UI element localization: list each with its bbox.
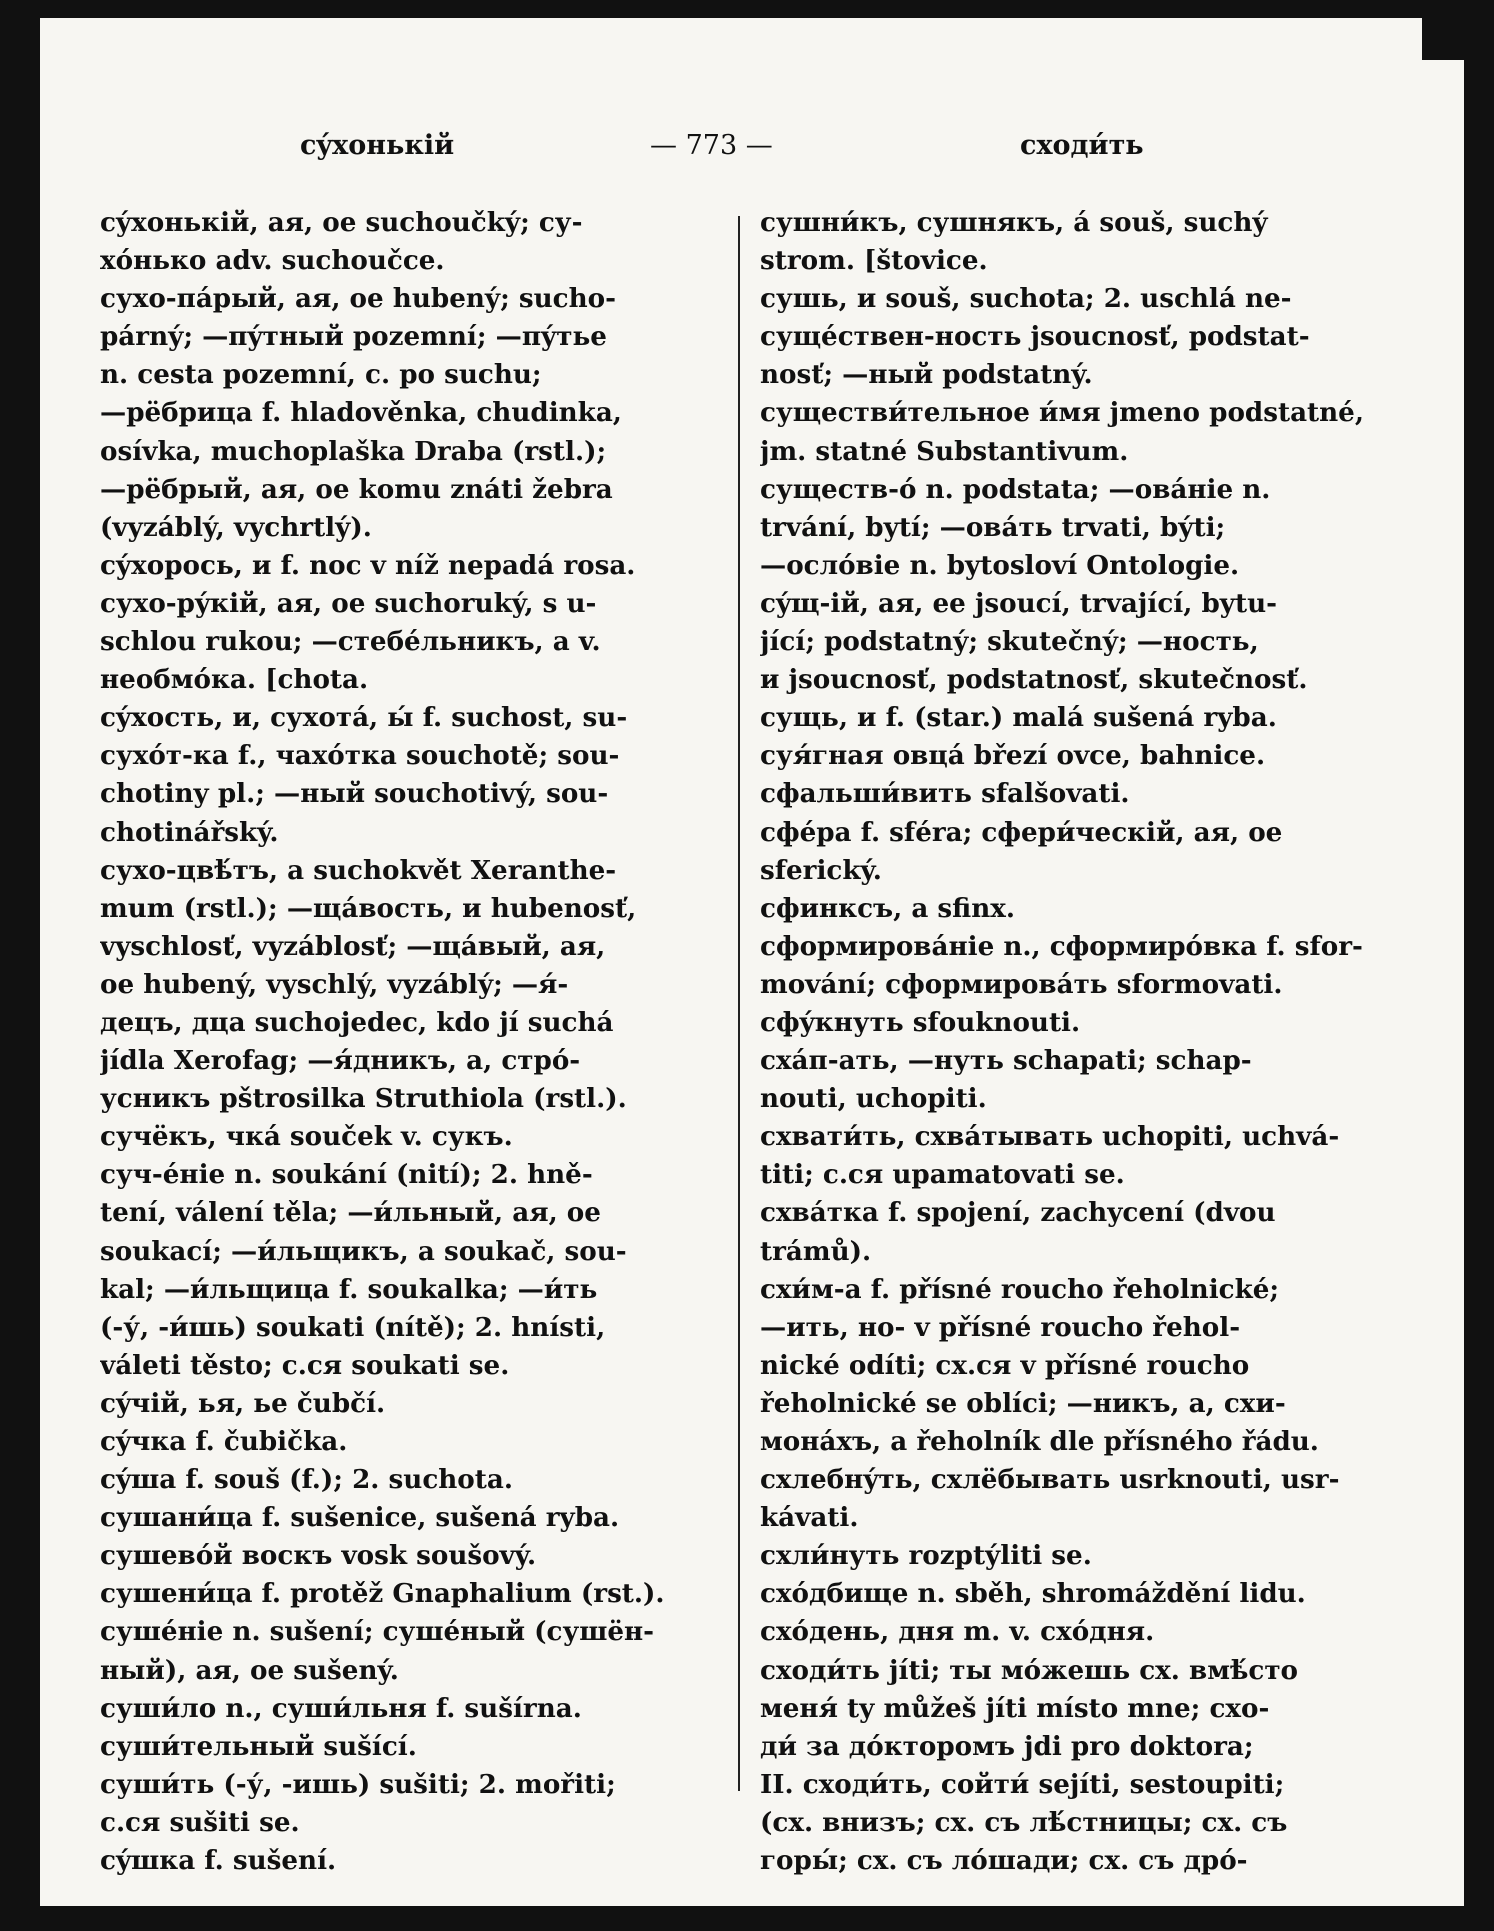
entry-line: усникъ pštrosilka Struthiola (rstl.). xyxy=(100,1083,627,1115)
entry-line: сýхость, и, сухотá, ы́ f. suchost, su- xyxy=(100,702,628,734)
entry-line: n. cesta pozemní, c. po suchu; xyxy=(100,359,542,391)
entry-line: mum (rstl.); —щáвость, и hubenosť, xyxy=(100,892,637,924)
entry-line: (-у́, -и́шь) soukati (nítě); 2. hnísti, xyxy=(100,1311,606,1343)
entry-line: strom. [štovice. xyxy=(760,245,988,277)
entry-line: схвáтка f. spojení, zachycení (dvou xyxy=(760,1197,1276,1229)
entry-line: сýшка f. sušení. xyxy=(100,1845,337,1877)
entry-line: tení, válení těla; —и́льный, ая, ое xyxy=(100,1197,601,1229)
entry-line: монáхъ, a řeholník dle přísného řádu. xyxy=(760,1426,1319,1457)
entry-line: kal; —и́льщица f. soukalka; —и́ть xyxy=(100,1273,598,1305)
entry-line: —ить, но- v přísné roucho řehol- xyxy=(760,1311,1241,1343)
entry-line: сýхонькій, ая, ое suchoučký; су- xyxy=(100,207,583,238)
entry-line: kávati. xyxy=(760,1502,859,1534)
entry-line: nické odíti; сх.ся v přísné roucho xyxy=(760,1349,1250,1381)
entry-line: сушéніе n. sušení; сушéный (сушён- xyxy=(100,1616,655,1648)
entry-line: nouti, uchopiti. xyxy=(760,1083,987,1115)
entry-line: jící; podstatný; skutečný; —ность, xyxy=(760,626,1259,658)
entry-line: суч-éніе n. soukání (nití); 2. hně- xyxy=(100,1159,593,1191)
entry-line: schlou rukou; —стебéльникъ, a v. xyxy=(100,626,601,658)
entry-line: jm. statné Substantivum. xyxy=(760,435,1129,467)
entry-line: суши́ло n., суши́льня f. sušírna. xyxy=(100,1692,582,1724)
entry-line: с.ся sušiti se. xyxy=(100,1806,300,1838)
entry-line: сфинксъ, a sfinx. xyxy=(760,892,1015,924)
entry-line: существ-ó n. podstata; —овáніе n. xyxy=(760,473,1271,505)
entry-line: —рёбрица f. hladověnka, chudinka, xyxy=(100,397,622,429)
entry-line: (сх. внизъ; сх. съ лѣ́стницы; сх. съ xyxy=(760,1806,1288,1838)
entry-line: řeholnické se oblíci; —никъ, a, схи- xyxy=(760,1387,1286,1419)
dictionary-page xyxy=(40,18,1464,1906)
entry-line: trámů). xyxy=(760,1235,872,1267)
entry-line: trvání, bytí; —овáть trvati, býti; xyxy=(760,511,1226,543)
entry-line: меня́ ty můžeš jíti místo mne; схо- xyxy=(760,1692,1270,1724)
entry-line: osívka, muchoplaška Draba (rstl.); xyxy=(100,435,607,467)
page-number: — 773 — xyxy=(650,130,773,161)
entry-line: суши́ть (-у́, -ишь) sušiti; 2. mořiti; xyxy=(100,1768,616,1800)
entry-line: суя́гная овцá březí ovce, bahnice. xyxy=(760,740,1266,772)
entry-line: сущь, и f. (star.) malá sušená ryba. xyxy=(760,702,1277,734)
entry-line: párný; —пýтный pozemní; —пýтье xyxy=(100,321,607,353)
entry-line: сýщ-ій, ая, ее jsoucí, trvající, bytu- xyxy=(760,587,1277,619)
entry-line: сýхорось, и f. noc v níž nepadá rosa. xyxy=(100,549,636,581)
entry-line: хóнько adv. suchoučce. xyxy=(100,245,445,277)
entry-line: сушь, и souš, suchota; 2. uschlá ne- xyxy=(760,283,1292,315)
entry-line: váleti těsto; с.ся soukati se. xyxy=(100,1349,510,1381)
entry-line: сушевóй воскъ vosk soušový. xyxy=(100,1540,537,1572)
entry-line: ди́ за дóкторомъ jdi pro doktora; xyxy=(760,1730,1254,1762)
entry-line: —рёбрый, ая, ое komu znáti žebra xyxy=(100,473,613,505)
column-divider xyxy=(738,216,740,1791)
entry-line: суши́тельный sušící. xyxy=(100,1730,417,1762)
entry-line: схóдень, дня m. v. схóдня. xyxy=(760,1616,1155,1648)
entry-line: необмóка. [chota. xyxy=(100,664,369,696)
entry-line: децъ, дца suchojedec, kdo jí suchá xyxy=(100,1006,614,1038)
entry-line: ный), ая, ое sušený. xyxy=(100,1654,399,1686)
entry-line: —ослóвіе n. bytosloví Ontologie. xyxy=(760,549,1240,581)
entry-line: сходи́ть jíti; ты мóжешь сх. вмѣ́сто xyxy=(760,1654,1299,1686)
entry-line: nosť; —ный podstatný. xyxy=(760,359,1093,391)
header-right-word: сходи́ть xyxy=(1020,130,1144,161)
entry-line: схóдбище n. sběh, shromáždění lidu. xyxy=(760,1578,1306,1610)
entry-line: titi; с.ся upamatovati se. xyxy=(760,1159,1125,1191)
entry-line: схлебнýть, схлёбывать usrknouti, usr- xyxy=(760,1464,1340,1496)
entry-line: vyschlosť, vyzáblosť; —щáвый, ая, xyxy=(100,930,606,962)
left-column xyxy=(100,204,748,1880)
page-header xyxy=(40,130,1464,170)
entry-line: сушни́къ, сушнякъ, á souš, suchý xyxy=(760,207,1268,238)
entry-line: ое hubený, vyschlý, vyzáblý; —я́- xyxy=(100,968,569,1000)
entry-line: схи́м-а f. přísné roucho řeholnické; xyxy=(760,1273,1280,1305)
entry-line: сушани́ца f. sušenice, sušená ryba. xyxy=(100,1502,620,1534)
entry-line: сухо-рýкій, ая, ое suchoruký, s u- xyxy=(100,587,597,619)
entry-line: схáп-ать, —нуть schapati; schap- xyxy=(760,1045,1252,1077)
entry-line: jídla Xerofag; —я́дникъ, a, стрó- xyxy=(100,1045,581,1077)
entry-line: сфальши́вить sfalšovati. xyxy=(760,778,1130,810)
entry-line: (vyzáblý, vychrtlý). xyxy=(100,511,372,543)
entry-line: сущéствен-ность jsoucnosť, podstat- xyxy=(760,321,1310,353)
entry-line: и jsoucnosť, podstatnosť, skutečnosť. xyxy=(760,664,1308,696)
entry-line: горы́; сх. съ лóшади; сх. съ дрó- xyxy=(760,1845,1248,1877)
entry-line: II. сходи́ть, сойти́ sejíti, sestoupiti; xyxy=(760,1768,1285,1800)
entry-line: сýша f. souš (f.); 2. suchota. xyxy=(100,1464,513,1496)
entry-line: сфéра f. sféra; сфери́ческій, ая, ое xyxy=(760,816,1283,848)
scan-corner xyxy=(1422,18,1464,60)
entry-line: сфýкнуть sfouknouti. xyxy=(760,1006,1081,1038)
entry-line: soukací; —и́льщикъ, a soukač, sou- xyxy=(100,1235,627,1267)
entry-line: сухóт-ка f., чахóтка souchotě; sou- xyxy=(100,740,620,772)
entry-line: сýчій, ья, ье čubčí. xyxy=(100,1387,386,1419)
entry-line: сучёкъ, чкá souček v. сукъ. xyxy=(100,1121,513,1153)
entry-line: существи́тельное и́мя jmeno podstatné, xyxy=(760,397,1364,429)
entry-line: сухо-цвѣ́тъ, a suchokvět Xeranthe- xyxy=(100,854,617,886)
header-left-word: сýхонькій xyxy=(300,130,455,161)
entry-line: схли́нуть rozptýliti se. xyxy=(760,1540,1092,1572)
entry-line: схвати́ть, схвáтывать uchopiti, uchvá- xyxy=(760,1121,1340,1153)
entry-line: сýчка f. čubička. xyxy=(100,1426,348,1457)
entry-line: chotinářský. xyxy=(100,816,279,848)
entry-line: mování; сформировáть sformovati. xyxy=(760,968,1283,1000)
entry-line: сушени́ца f. protěž Gnaphalium (rst.). xyxy=(100,1578,665,1610)
entry-line: chotiny pl.; —ный souchotivý, sou- xyxy=(100,778,609,810)
entry-line: sferický. xyxy=(760,854,882,886)
right-column xyxy=(760,204,1400,1880)
entry-line: сформировáніе n., сформирóвка f. sfor- xyxy=(760,930,1363,962)
entry-line: сухо-пáрый, ая, ое hubený; sucho- xyxy=(100,283,617,315)
